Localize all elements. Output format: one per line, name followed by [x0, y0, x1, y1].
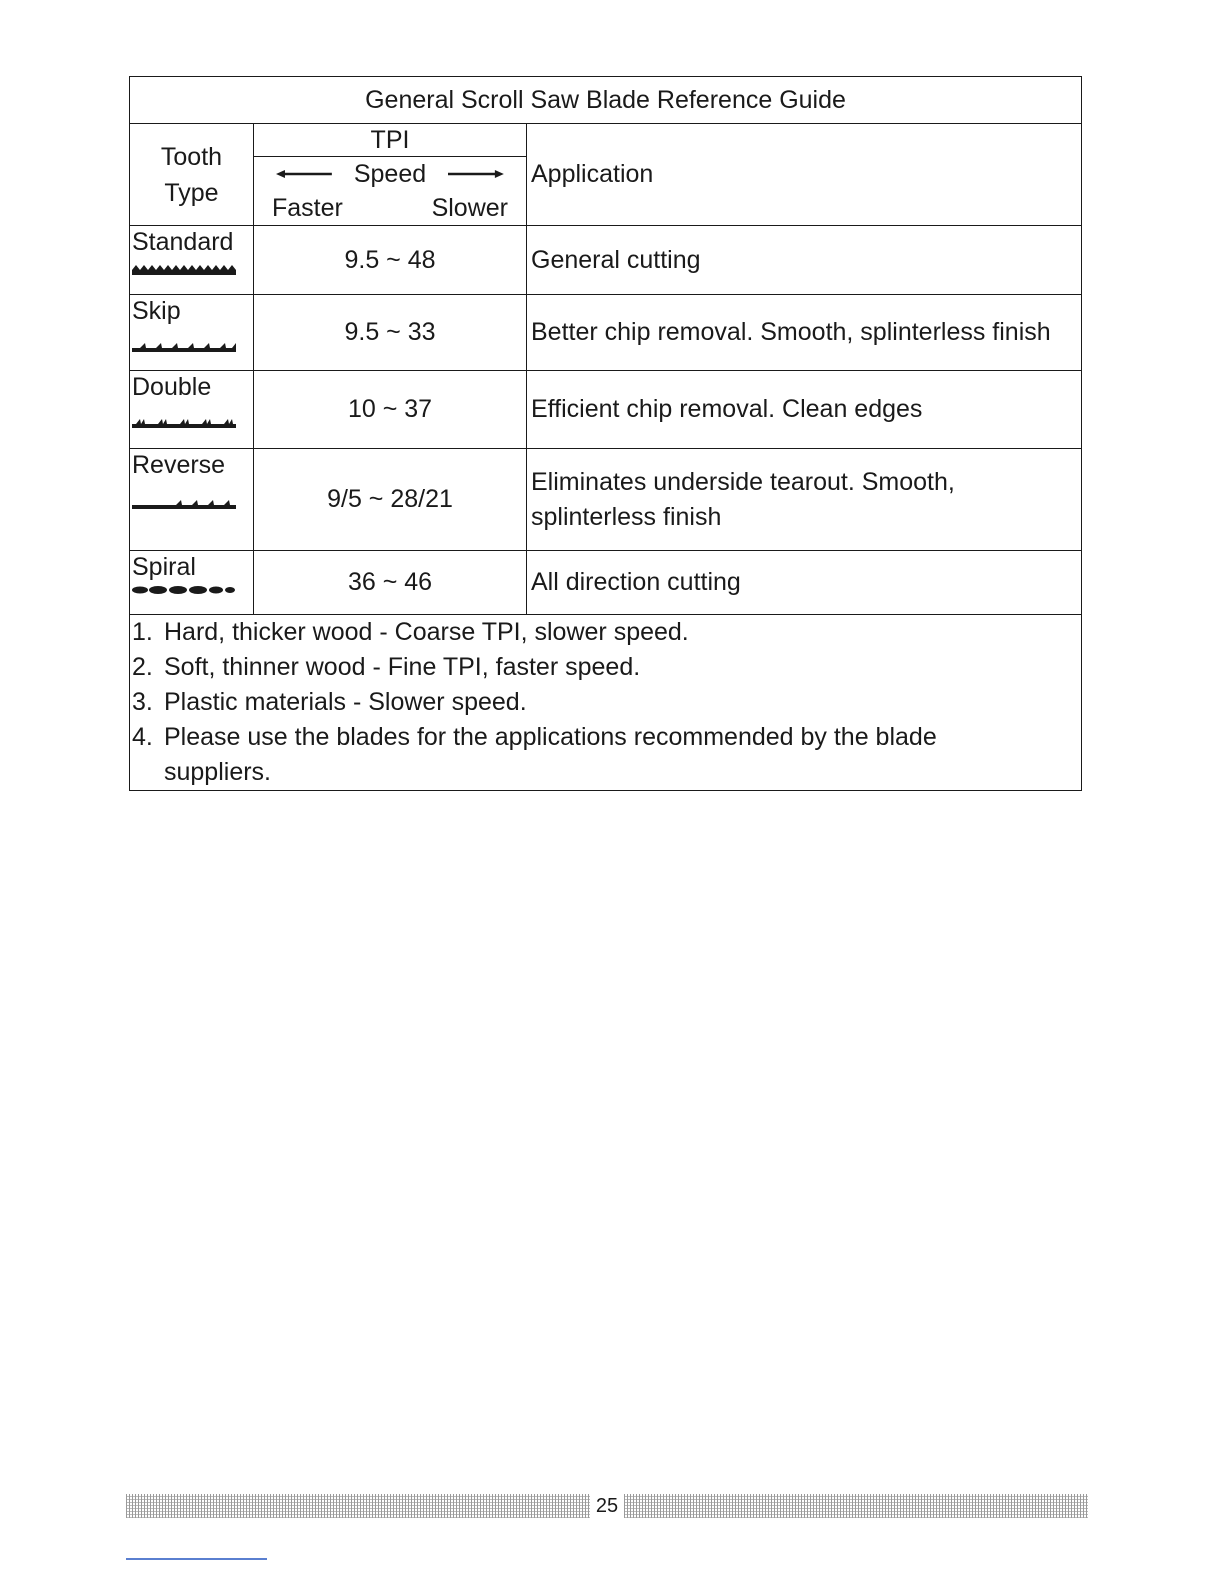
list-item [132, 685, 1079, 720]
list-item [132, 720, 1079, 790]
tooth-type-name: Double [132, 373, 212, 401]
slower-label: Slower [431, 194, 508, 222]
tpi-value: 9.5 ~ 48 [254, 226, 527, 295]
tpi-value: 9/5 ~ 28/21 [254, 449, 527, 551]
list-item [132, 650, 1079, 685]
table-title: General Scroll Saw Blade Reference Guide [130, 77, 1082, 124]
tooth-type-cell [130, 551, 254, 615]
note-text [164, 720, 937, 790]
skip-blade-icon [132, 341, 238, 353]
bottom-rule [126, 1558, 267, 1560]
standard-blade-icon [132, 264, 238, 276]
application-cell: General cutting [527, 226, 1082, 295]
note-text-line2: suppliers. [164, 758, 271, 786]
note-number: 4. [132, 723, 153, 751]
tooth-type-line2: Type [164, 178, 219, 207]
tooth-type-name: Skip [132, 297, 181, 325]
tooth-type-name: Reverse [132, 451, 226, 479]
tooth-type-name: Standard [132, 228, 234, 256]
tooth-type-cell [130, 449, 254, 551]
tooth-type-cell [130, 371, 254, 449]
note-text: Hard, thicker wood - Coarse TPI, slower speed. [164, 618, 689, 646]
tooth-type-cell [130, 226, 254, 295]
note-text-line1: Please use the blades for the applications recommended by the blade [164, 723, 937, 751]
tooth-type-line1: Tooth [160, 142, 223, 171]
notes-section [130, 615, 1082, 791]
application-cell [527, 449, 1082, 551]
page-footer [126, 1491, 1088, 1521]
application-header: Application [527, 124, 1082, 226]
table-row [130, 226, 1082, 295]
footer-stipple-left [126, 1494, 590, 1518]
tooth-type-header [130, 124, 254, 226]
table-row [130, 449, 1082, 551]
spiral-blade-icon [132, 585, 238, 595]
tpi-value: 10 ~ 37 [254, 371, 527, 449]
page-number: 25 [595, 1494, 619, 1517]
notes-list [132, 615, 1079, 790]
application-cell: Better chip removal. Smooth, splinterless finish [527, 295, 1082, 371]
double-blade-icon [132, 417, 238, 429]
tooth-type-cell [130, 295, 254, 371]
application-line1: Eliminates underside tearout. Smooth, [531, 467, 955, 496]
note-text: Soft, thinner wood - Fine TPI, faster speed. [164, 653, 641, 681]
note-number: 2. [132, 653, 153, 681]
note-text: Plastic materials - Slower speed. [164, 688, 527, 716]
application-cell: All direction cutting [527, 551, 1082, 615]
tooth-type-name: Spiral [132, 553, 196, 581]
tpi-label: TPI [254, 124, 526, 157]
reverse-blade-icon [132, 499, 238, 511]
note-number: 1. [132, 618, 153, 646]
table-row [130, 295, 1082, 371]
tpi-value: 36 ~ 46 [254, 551, 527, 615]
table-row [130, 371, 1082, 449]
faster-label: Faster [272, 194, 343, 222]
speed-row [254, 157, 526, 191]
list-item [132, 615, 1079, 650]
application-line2: splinterless finish [531, 502, 722, 531]
arrow-left-icon [276, 167, 332, 181]
blade-reference-table [129, 76, 1082, 791]
faster-slower-row [254, 191, 526, 225]
tpi-value: 9.5 ~ 33 [254, 295, 527, 371]
arrow-right-icon [448, 167, 504, 181]
table-row [130, 551, 1082, 615]
speed-label: Speed [353, 159, 427, 188]
tpi-header [254, 124, 527, 226]
application-cell: Efficient chip removal. Clean edges [527, 371, 1082, 449]
note-number: 3. [132, 688, 153, 716]
footer-stipple-right [624, 1494, 1088, 1518]
